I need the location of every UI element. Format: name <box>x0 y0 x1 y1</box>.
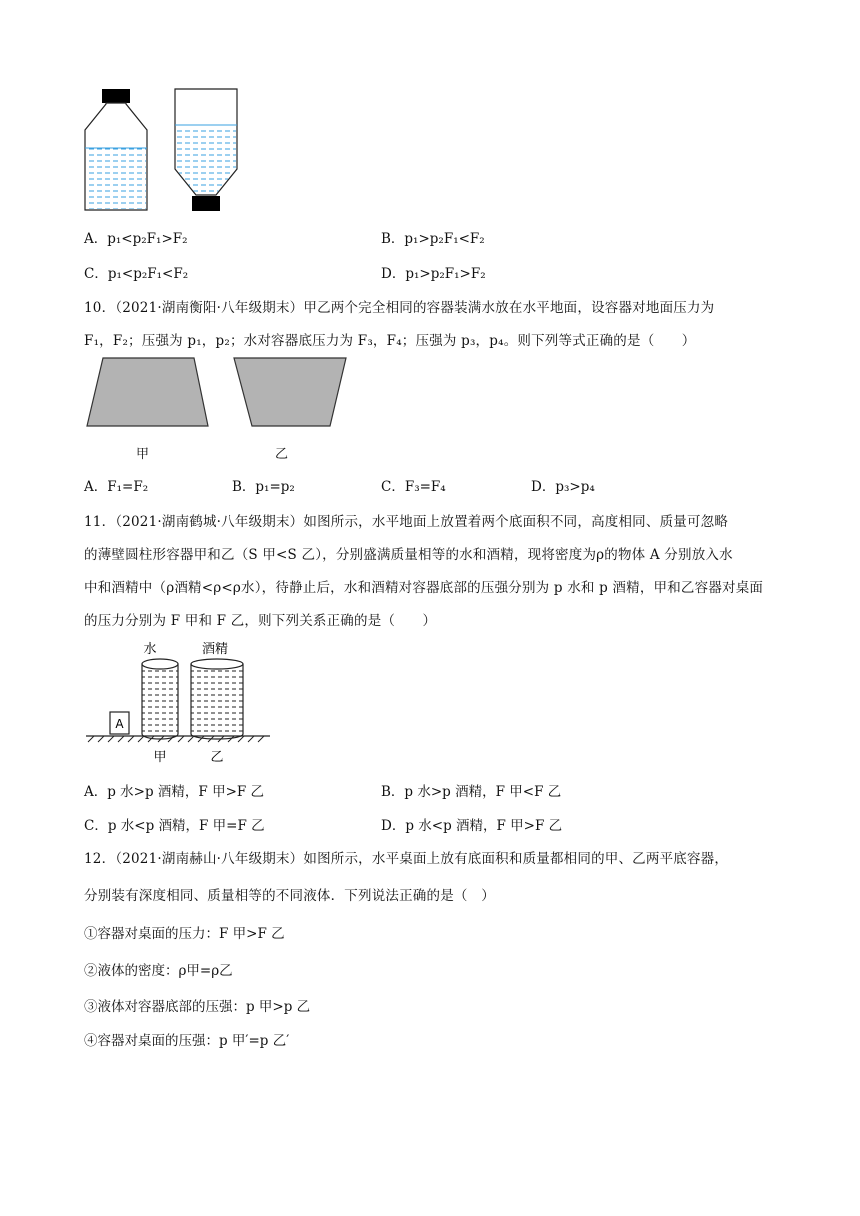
q10-option-d: D．p₃>p₄ <box>531 479 595 495</box>
bottles-figure <box>80 86 270 216</box>
q10-stem-line2: F₁，F₂；压强为 p₁，p₂；水对容器底压力为 F₃，F₄；压强为 p₃，p₄。则下列等式正确的是（ ） <box>84 333 696 349</box>
q11-option-d: D．p 水<p 酒精，F 甲>F 乙 <box>381 818 563 834</box>
q11-option-a: A．p 水>p 酒精，F 甲>F 乙 <box>84 784 265 800</box>
q10-option-c: C．F₃=F₄ <box>381 479 446 495</box>
q10-stem-line1: 10．（2021·湖南衡阳·八年级期末）甲乙两个完全相同的容器装满水放在水平地面，设容器对地面压力为 <box>84 300 715 316</box>
q12-statement-2: ②液体的密度：ρ甲=ρ乙 <box>84 963 233 979</box>
q10-label-yi: 乙 <box>275 447 289 462</box>
q10-option-a: A．F₁=F₂ <box>84 479 149 495</box>
q12-stem-line1: 12．（2021·湖南赫山·八年级期末）如图所示，水平桌面上放有底面积和质量都相同的甲、乙两平底容器， <box>84 851 729 867</box>
upright-bottle <box>85 89 147 210</box>
trapezoid-containers-figure <box>84 354 354 434</box>
q10-label-jia: 甲 <box>136 447 150 462</box>
inverted-bottle <box>175 89 237 211</box>
q10-option-b: B．p₁=p₂ <box>232 479 295 495</box>
container-yi <box>234 358 346 426</box>
label-jia: 甲 <box>153 750 167 765</box>
label-water: 水 <box>143 642 157 657</box>
q9-option-a: A．p₁<p₂F₁>F₂ <box>84 231 188 247</box>
q11-option-c: C．p 水<p 酒精，F 甲=F 乙 <box>84 818 265 834</box>
q9-option-c: C．p₁<p₂F₁<F₂ <box>84 266 189 282</box>
q12-statement-1: ①容器对桌面的压力：F 甲>F 乙 <box>84 926 285 942</box>
q11-stem-line1: 11．（2021·湖南鹤城·八年级期末）如图所示，水平地面上放置着两个底面积不同，高度相同、质量可忽略 <box>84 514 729 530</box>
q11-stem-line4: 的压力分别为 F 甲和 F 乙，则下列关系正确的是（ ） <box>84 613 437 629</box>
cylinders-figure <box>84 638 274 768</box>
q11-option-b: B．p 水>p 酒精，F 甲<F 乙 <box>381 784 562 800</box>
cylinder-yi <box>191 659 243 739</box>
cylinder-jia <box>142 659 178 739</box>
q12-statement-4: ④容器对桌面的压强：p 甲′=p 乙′ <box>84 1033 290 1049</box>
label-block-a: A <box>115 717 124 731</box>
label-alcohol: 酒精 <box>201 642 229 657</box>
label-yi: 乙 <box>210 750 224 765</box>
container-jia <box>87 358 208 426</box>
q11-stem-line3: 中和酒精中（ρ酒精<ρ<ρ水），待静止后，水和酒精对容器底部的压强分别为 p 水和 p 酒精，甲和乙容器对桌面 <box>84 580 764 596</box>
q11-stem-line2: 的薄壁圆柱形容器甲和乙（S 甲<S 乙），分别盛满质量相等的水和酒精，现将密度为ρ的物体 A 分别放入水 <box>84 547 733 563</box>
q12-stem-line2: 分别装有深度相同、质量相等的不同液体．下列说法正确的是（ ） <box>84 888 495 904</box>
q9-option-d: D．p₁>p₂F₁>F₂ <box>381 266 486 282</box>
q12-statement-3: ③液体对容器底部的压强：p 甲>p 乙 <box>84 999 311 1015</box>
q9-option-b: B．p₁>p₂F₁<F₂ <box>381 231 485 247</box>
